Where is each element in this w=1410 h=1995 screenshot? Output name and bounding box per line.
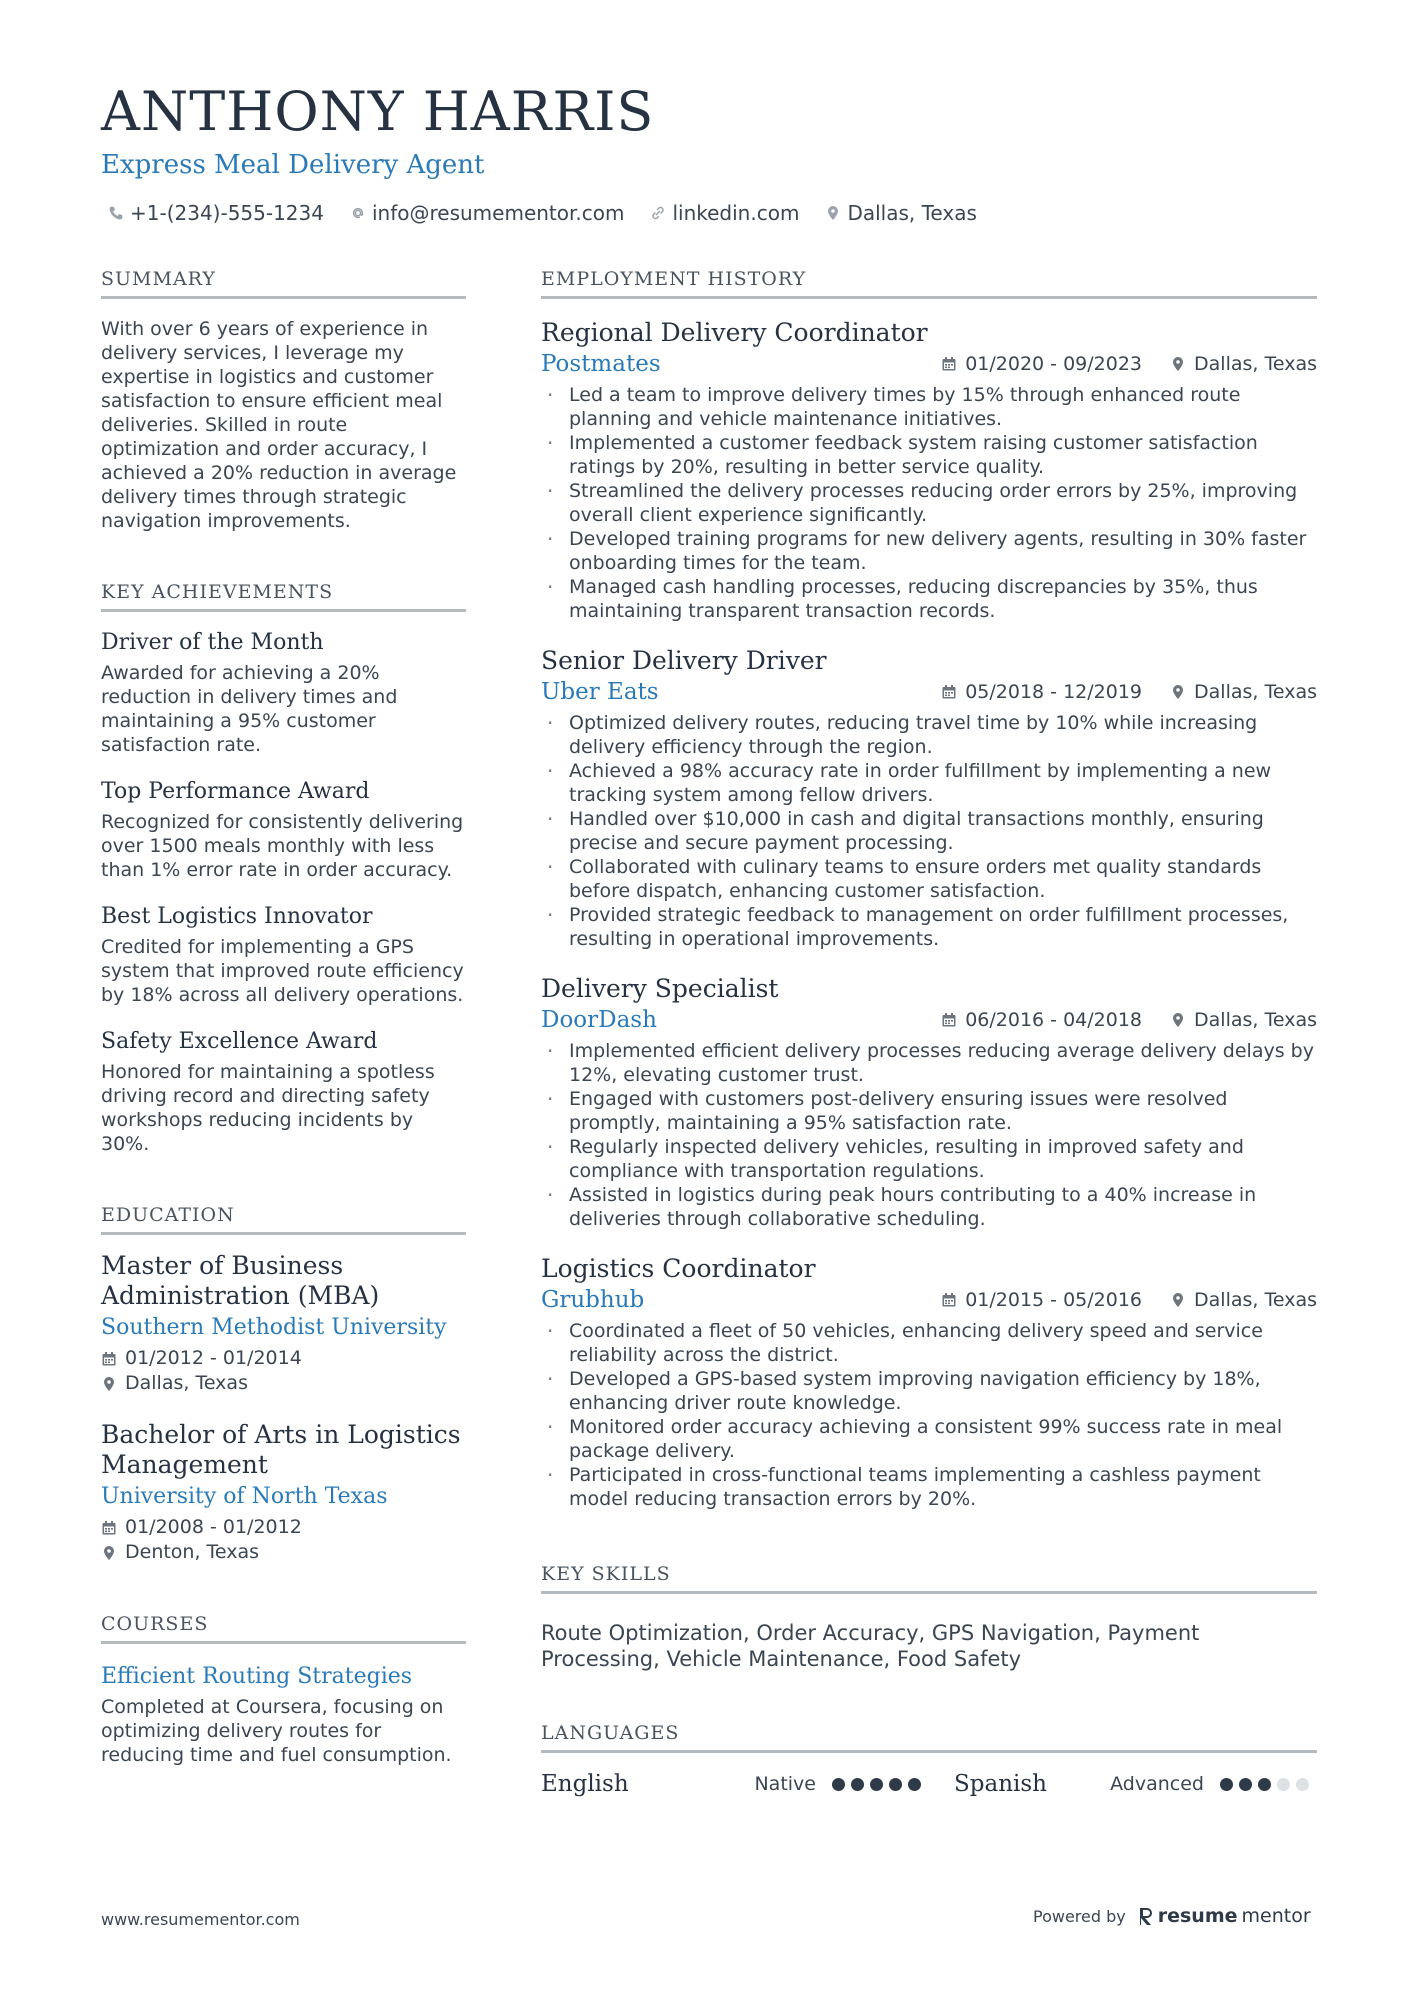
bullet-item: · Participated in cross-functional teams implementing a cashless payment model reducing transaction errors by 20%. xyxy=(541,1463,1317,1511)
section-heading: EDUCATION xyxy=(101,1204,466,1235)
right-column xyxy=(541,268,1317,1797)
language-level: Advanced xyxy=(1110,1773,1204,1795)
job-bullets xyxy=(541,383,1317,623)
job-bullets xyxy=(541,1319,1317,1511)
job-meta xyxy=(941,1289,1317,1311)
summary-section xyxy=(101,268,466,533)
map-pin-icon xyxy=(101,1376,117,1392)
brand-logo[interactable] xyxy=(1138,1905,1311,1927)
achievement-title: Top Performance Award xyxy=(101,779,370,804)
language-name: Spanish xyxy=(954,1771,1047,1797)
job-subheader xyxy=(541,1287,1317,1313)
section-heading: KEY ACHIEVEMENTS xyxy=(101,581,466,612)
education-item xyxy=(101,1251,466,1396)
summary-text: With over 6 years of experience in delivery services, I leverage my expertise in logistics and customer satisfaction to ensure efficient meal deliveries. Skilled in route optimization and order accuracy, I achieved a 20% reduction in average delivery times through strategic navigation improvements. xyxy=(101,318,457,532)
phone-icon xyxy=(108,205,124,221)
job-bullets xyxy=(541,711,1317,951)
candidate-name: ANTHONY HARRIS xyxy=(101,80,655,143)
resumementor-logo-icon xyxy=(1138,1906,1154,1926)
bullet-item: · Implemented efficient delivery processes reducing average delivery delays by 12%, elevating customer trust. xyxy=(541,1039,1317,1087)
map-pin-icon xyxy=(1170,1292,1186,1308)
rating-dot-filled xyxy=(889,1778,902,1791)
calendar-icon xyxy=(101,1520,117,1536)
rating-dot-filled xyxy=(851,1778,864,1791)
courses-section xyxy=(101,1613,466,1767)
job-position: Senior Delivery Driver xyxy=(541,646,827,675)
dates-text: 01/2008 - 01/2012 xyxy=(125,1516,302,1538)
section-heading: COURSES xyxy=(101,1613,466,1644)
job-subheader xyxy=(541,351,1317,377)
bullet-item: · Optimized delivery routes, reducing travel time by 10% while increasing delivery efficiency through the region. xyxy=(541,711,1317,759)
bullet-item: · Engaged with customers post-delivery ensuring issues were resolved promptly, maintaining a 95% satisfaction rate. xyxy=(541,1087,1317,1135)
location-text: Dallas, Texas xyxy=(125,1372,248,1394)
map-pin-icon xyxy=(825,205,841,221)
course-title: Efficient Routing Strategies xyxy=(101,1664,413,1689)
brand-bold: resume xyxy=(1157,1905,1238,1927)
bullet-item: · Managed cash handling processes, reducing discrepancies by 35%, thus maintaining transparent transaction records. xyxy=(541,575,1317,623)
company-name: Uber Eats xyxy=(541,679,659,705)
rating-dot-filled xyxy=(908,1778,921,1791)
job-subheader xyxy=(541,1007,1317,1033)
section-heading: LANGUAGES xyxy=(541,1722,1317,1753)
bullet-item: · Achieved a 98% accuracy rate in order fulfillment by implementing a new tracking system among fellow drivers. xyxy=(541,759,1317,807)
job-dates xyxy=(941,1289,1142,1311)
job-position: Regional Delivery Coordinator xyxy=(541,318,928,347)
degree-title: Master of Business Administration (MBA) xyxy=(101,1251,380,1310)
bullet-item: · Streamlined the delivery processes reducing order errors by 25%, improving overall client experience significantly. xyxy=(541,479,1317,527)
job-dates xyxy=(941,1009,1142,1031)
bullet-item: · Assisted in logistics during peak hours contributing to a 40% increase in deliveries through collaborative scheduling. xyxy=(541,1183,1317,1231)
contact-phone xyxy=(108,201,324,225)
achievements-section xyxy=(101,581,466,1156)
dates-text: 01/2012 - 01/2014 xyxy=(125,1347,302,1369)
language-item xyxy=(541,1771,954,1797)
job-position: Logistics Coordinator xyxy=(541,1254,816,1283)
bullet-item: · Led a team to improve delivery times by 15% through enhanced route planning and vehicle maintenance initiatives. xyxy=(541,383,1317,431)
calendar-icon xyxy=(941,356,957,372)
languages-list xyxy=(541,1771,1317,1797)
language-name: English xyxy=(541,1771,629,1797)
footer-brand xyxy=(1033,1905,1311,1927)
education-location xyxy=(101,1540,466,1565)
calendar-icon xyxy=(941,1012,957,1028)
rating-dot-empty xyxy=(1277,1778,1290,1791)
job-location xyxy=(1170,353,1317,375)
bullet-item: · Collaborated with culinary teams to ensure orders met quality standards before dispatch, enhancing customer satisfaction. xyxy=(541,855,1317,903)
bullet-item: · Developed a GPS-based system improving navigation efficiency by 18%, enhancing driver route knowledge. xyxy=(541,1367,1317,1415)
location-text: Dallas, Texas xyxy=(1194,1289,1317,1311)
location-text: Dallas, Texas xyxy=(847,201,977,225)
footer-website[interactable]: www.resumementor.com xyxy=(101,1910,300,1929)
job-dates xyxy=(941,353,1142,375)
school-name: University of North Texas xyxy=(101,1484,388,1509)
location-text: Dallas, Texas xyxy=(1194,1009,1317,1031)
language-item xyxy=(954,1771,1317,1797)
achievement-title: Best Logistics Innovator xyxy=(101,904,373,929)
rating-dot-filled xyxy=(1239,1778,1252,1791)
achievement-item xyxy=(101,779,466,882)
job-location xyxy=(1170,1289,1317,1311)
job-subheader xyxy=(541,679,1317,705)
map-pin-icon xyxy=(1170,356,1186,372)
school-name: Southern Methodist University xyxy=(101,1315,447,1340)
language-rating xyxy=(832,1778,921,1791)
section-heading: KEY SKILLS xyxy=(541,1563,1317,1594)
dates-text: 01/2015 - 05/2016 xyxy=(965,1289,1143,1311)
dates-text: 01/2020 - 09/2023 xyxy=(965,353,1143,375)
achievement-text: Credited for implementing a GPS system that improved route efficiency by 18% across all delivery operations. xyxy=(101,936,464,1006)
job-bullets xyxy=(541,1039,1317,1231)
location-text: Dallas, Texas xyxy=(1194,353,1317,375)
bullet-item: · Monitored order accuracy achieving a consistent 99% success rate in meal package delivery. xyxy=(541,1415,1317,1463)
location-text: Denton, Texas xyxy=(125,1541,260,1563)
rating-dot-filled xyxy=(870,1778,883,1791)
achievement-text: Awarded for achieving a 20% reduction in delivery times and maintaining a 95% customer satisfaction rate. xyxy=(101,662,398,756)
job-title: Express Meal Delivery Agent xyxy=(101,150,485,180)
skills-text: Route Optimization, Order Accuracy, GPS Navigation, Payment Processing, Vehicle Maintenance, Food Safety xyxy=(541,1621,1200,1671)
course-text: Completed at Coursera, focusing on optimizing delivery routes for reducing time and fuel consumption. xyxy=(101,1696,452,1766)
languages-section xyxy=(541,1722,1317,1797)
company-name: DoorDash xyxy=(541,1007,657,1033)
rating-dot-filled xyxy=(1258,1778,1271,1791)
location-text: Dallas, Texas xyxy=(1194,681,1317,703)
rating-dot-empty xyxy=(1296,1778,1309,1791)
rating-dot-filled xyxy=(832,1778,845,1791)
map-pin-icon xyxy=(1170,684,1186,700)
contact-bar xyxy=(108,201,977,225)
job-entry xyxy=(541,1253,1317,1511)
job-meta xyxy=(941,681,1317,703)
course-item xyxy=(101,1664,466,1767)
language-rating xyxy=(1220,1778,1309,1791)
bullet-item: · Provided strategic feedback to management on order fulfillment processes, resulting in operational improvements. xyxy=(541,903,1317,951)
achievement-text: Recognized for consistently delivering over 1500 meals monthly with less than 1% error rate in order accuracy. xyxy=(101,811,464,881)
achievement-text: Honored for maintaining a spotless driving record and directing safety workshops reducing incidents by 30%. xyxy=(101,1061,435,1155)
map-pin-icon xyxy=(1170,1012,1186,1028)
contact-location xyxy=(825,201,976,225)
job-meta xyxy=(941,353,1317,375)
section-heading: SUMMARY xyxy=(101,268,466,299)
language-level: Native xyxy=(754,1773,816,1795)
rating-dot-filled xyxy=(1220,1778,1233,1791)
calendar-icon xyxy=(101,1351,117,1367)
achievement-item xyxy=(101,630,466,757)
bullet-item: · Handled over $10,000 in cash and digital transactions monthly, ensuring precise and secure payment processing. xyxy=(541,807,1317,855)
company-name: Postmates xyxy=(541,351,661,377)
bullet-item: · Coordinated a fleet of 50 vehicles, enhancing delivery speed and service reliability across the district. xyxy=(541,1319,1317,1367)
education-item xyxy=(101,1420,466,1565)
job-location xyxy=(1170,681,1317,703)
brand-light: mentor xyxy=(1241,1905,1311,1927)
email-text[interactable]: info@resumementor.com xyxy=(371,201,625,225)
section-heading: EMPLOYMENT HISTORY xyxy=(541,268,1317,299)
job-entry xyxy=(541,317,1317,623)
bullet-item: · Developed training programs for new delivery agents, resulting in 30% faster onboarding times for the team. xyxy=(541,527,1317,575)
achievement-item xyxy=(101,1029,466,1156)
calendar-icon xyxy=(941,1292,957,1308)
achievement-title: Driver of the Month xyxy=(101,630,324,655)
phone-text[interactable]: +1-(234)-555-1234 xyxy=(130,201,324,225)
education-dates xyxy=(101,1346,466,1371)
company-name: Grubhub xyxy=(541,1287,645,1313)
dates-text: 06/2016 - 04/2018 xyxy=(965,1009,1143,1031)
dates-text: 05/2018 - 12/2019 xyxy=(965,681,1143,703)
left-column xyxy=(101,268,466,1767)
education-location xyxy=(101,1371,466,1396)
link-icon xyxy=(650,205,666,221)
contact-linkedin xyxy=(650,201,799,225)
bullet-item: · Regularly inspected delivery vehicles, resulting in improved safety and compliance with transportation regulations. xyxy=(541,1135,1317,1183)
education-dates xyxy=(101,1515,466,1540)
contact-email xyxy=(350,201,624,225)
bullet-item: · Implemented a customer feedback system raising customer satisfaction ratings by 20%, resulting in better service quality. xyxy=(541,431,1317,479)
employment-section xyxy=(541,268,1317,1511)
skills-section xyxy=(541,1563,1317,1672)
job-entry xyxy=(541,973,1317,1231)
calendar-icon xyxy=(941,684,957,700)
map-pin-icon xyxy=(101,1545,117,1561)
achievement-title: Safety Excellence Award xyxy=(101,1029,378,1054)
degree-title: Bachelor of Arts in Logistics Management xyxy=(101,1420,461,1479)
achievement-item xyxy=(101,904,466,1007)
at-icon xyxy=(350,205,366,221)
job-position: Delivery Specialist xyxy=(541,974,779,1003)
job-meta xyxy=(941,1009,1317,1031)
job-dates xyxy=(941,681,1142,703)
job-entry xyxy=(541,645,1317,951)
powered-by-text: Powered by xyxy=(1033,1906,1126,1926)
education-section xyxy=(101,1204,466,1565)
linkedin-text[interactable]: linkedin.com xyxy=(672,201,800,225)
job-location xyxy=(1170,1009,1317,1031)
